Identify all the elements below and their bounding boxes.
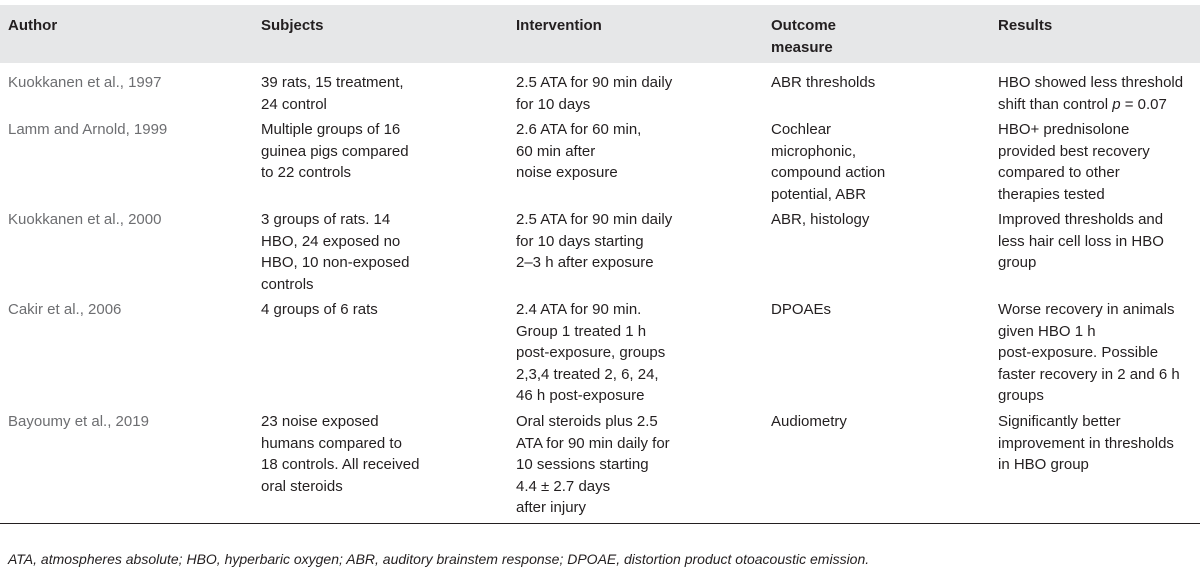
cell-line: less hair cell loss in HBO [998,232,1164,250]
cell-author: Cakir et al., 2006 [8,301,122,318]
cell-author: Kuokkanen et al., 2000 [8,211,162,228]
cell-line: 10 sessions starting [516,456,649,473]
table-row [0,63,1200,117]
cell-line: Audiometry [771,413,847,430]
cell-line: 2.5 ATA for 90 min daily [516,211,673,228]
cell-line: compared to other [998,164,1120,181]
cell-line: Group 1 treated 1 h [516,322,647,340]
cell-line: Oral steroids plus 2.5 [516,413,658,430]
cell-line [998,94,1194,116]
cell-subjects [253,117,508,207]
table-row [0,297,1200,409]
header-author: Author [8,17,58,34]
cell-line: humans compared to [261,434,402,452]
cell-results [990,63,1200,117]
header-outcome-line: Outcome [771,17,837,34]
cell-line: 2–3 h after exposure [516,254,654,271]
table-header [0,5,1200,63]
cell-subjects [253,409,508,524]
cell-line: noise exposure [516,164,618,181]
cell-line: to 22 controls [261,164,352,181]
cell-line: post-exposure, groups [516,344,666,361]
cell-line: 4.4 ± 2.7 days [516,477,611,495]
table-row [0,117,1200,207]
cell-intervention [508,117,763,207]
cell-line: improvement in thresholds [998,434,1174,452]
cell-line: oral steroids [261,477,343,495]
cell-line: ABR, histology [771,211,870,228]
cell-line: given HBO 1 h [998,322,1096,340]
cell-line: HBO, 24 exposed no [261,232,401,250]
cell-line: 39 rats, 15 treatment, [261,74,404,91]
cell-outcome [763,409,990,524]
cell-author: Bayoumy et al., 2019 [0,409,253,524]
cell-line: DPOAEs [771,301,832,318]
p-value-symbol: p [1112,95,1121,113]
header-outcome-measure [763,5,990,63]
cell-line: Significantly better [998,413,1121,430]
cell-author: Lamm and Arnold, 1999 [8,121,168,138]
cell-line: 3 groups of rats. 14 [261,211,391,228]
cell-line: compound action [771,164,886,181]
table-row [0,409,1200,524]
cell-line: Cochlear [771,121,832,138]
cell-outcome [763,117,990,207]
cell-results [990,207,1200,297]
table-footnote: ATA, atmospheres absolute; HBO, hyperbaric oxygen; ABR, auditory brainstem response; DPOAE, distortion product otoacoustic emission. [8,551,870,567]
cell-line: microphonic, [771,142,857,160]
cell-results [990,297,1200,409]
cell-line: Improved thresholds and [998,211,1164,228]
study-table-container [0,5,1200,524]
cell-line: therapies tested [998,185,1105,203]
cell-outcome [763,207,990,297]
cell-line: 2,3,4 treated 2, 6, 24, [516,365,659,383]
cell-line: potential, ABR [771,185,867,203]
cell-line: HBO showed less threshold [998,74,1184,91]
cell-author: Kuokkanen et al., 1997 [8,74,162,91]
study-table [0,5,1200,524]
cell-line: 2.5 ATA for 90 min daily [516,74,673,91]
cell-line: 23 noise exposed [261,413,379,430]
cell-line: for 10 days starting [516,232,644,250]
cell-line: controls [261,275,314,293]
cell-line: faster recovery in 2 and 6 h [998,365,1180,383]
results-text: shift than control [998,95,1113,113]
cell-line: groups [998,387,1044,404]
cell-line: 4 groups of 6 rats [261,301,378,318]
cell-line: Worse recovery in animals [998,301,1175,318]
cell-subjects [253,297,508,409]
cell-line: 2.6 ATA for 60 min, [516,121,642,138]
cell-line: group [998,254,1037,271]
cell-intervention [508,207,763,297]
cell-line: ABR thresholds [771,74,876,91]
table-row [0,207,1200,297]
cell-intervention [508,409,763,524]
cell-subjects [253,207,508,297]
header-row [0,5,1200,63]
cell-intervention [508,297,763,409]
cell-line: Multiple groups of 16 [261,121,401,138]
cell-line: HBO, 10 non-exposed [261,254,410,271]
cell-subjects [253,63,508,117]
cell-results [990,409,1200,524]
cell-intervention [508,63,763,117]
cell-line: for 10 days [516,95,591,113]
cell-line: 18 controls. All received [261,456,420,473]
cell-results [990,117,1200,207]
p-value-text: = 0.07 [1120,95,1167,113]
cell-line: 24 control [261,95,327,113]
cell-line: 46 h post-exposure [516,387,645,404]
cell-line: 60 min after [516,142,596,160]
table-body [0,63,1200,524]
header-subjects: Subjects [261,17,324,34]
header-outcome-line: measure [771,38,833,56]
cell-line: provided best recovery [998,142,1150,160]
header-intervention: Intervention [516,17,602,34]
cell-line: in HBO group [998,456,1089,473]
cell-outcome [763,297,990,409]
cell-line: guinea pigs compared [261,142,409,160]
cell-line: post-exposure. Possible [998,344,1159,361]
cell-line: 2.4 ATA for 90 min. [516,301,642,318]
cell-line: HBO+ prednisolone [998,121,1130,138]
header-results: Results [998,17,1053,34]
cell-outcome [763,63,990,117]
cell-line: after injury [516,499,587,516]
cell-line: ATA for 90 min daily for [516,434,670,452]
